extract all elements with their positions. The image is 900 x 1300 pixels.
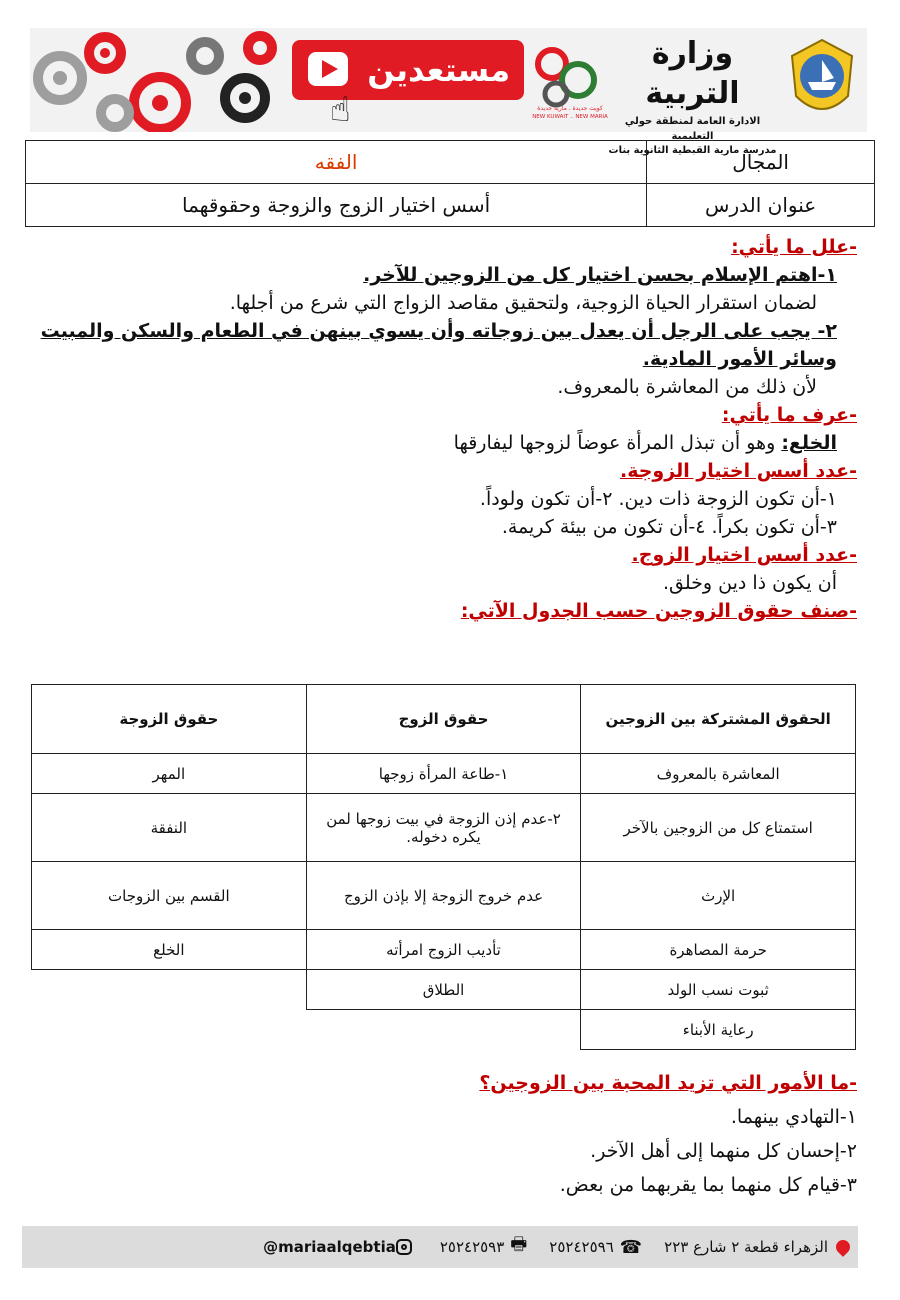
header-banner	[30, 28, 867, 156]
table-cell: عدم خروج الزوجة إلا بإذن الزوج	[306, 862, 581, 930]
location-pin-icon	[833, 1237, 853, 1257]
footer-phone[interactable]	[549, 1237, 642, 1258]
phone-text: ٢٥٢٤٢٥٩٦	[549, 1238, 614, 1256]
lesson-label: عنوان الدرس	[647, 184, 875, 227]
fax-text: ٢٥٢٤٢٥٩٣	[439, 1238, 505, 1256]
table-cell: استمتاع كل من الزوجين بالآخر	[581, 794, 856, 862]
table-cell: ١-طاعة المرأة زوجها	[306, 754, 581, 794]
gears-decoration-icon	[30, 28, 290, 132]
love-question-heading: -ما الأمور التي تزيد المحبة بين الزوجين؟	[479, 1072, 857, 1094]
table-row	[32, 794, 856, 862]
define-heading: -عرف ما يأتي:	[721, 404, 857, 426]
list-item: ١-التهادي بينهما.	[730, 1106, 857, 1128]
svg-text:NEW KUWAIT .. NEW MARIA: NEW KUWAIT .. NEW MARIA	[532, 114, 608, 120]
reasons-heading: -علل ما يأتي:	[731, 236, 857, 258]
wife-criteria-line-2: ٣-أن تكون بكراً. ٤-أن تكون من بيئة كريمة.	[501, 516, 837, 538]
instagram-handle: @mariaalqebtia	[263, 1238, 396, 1256]
district-name: الادارة العامة لمنطقة حولي التعليمية	[624, 116, 761, 142]
table-row	[32, 930, 856, 970]
reason-answer-2: لأن ذلك من المعاشرة بالمعروف.	[557, 376, 817, 398]
table-cell: الخلع	[32, 930, 307, 970]
phone-icon: ☎	[619, 1236, 643, 1258]
love-question-block	[30, 1066, 857, 1202]
table-row	[32, 1010, 856, 1050]
reason-question-1: ١-اهتم الإسلام بحسن اختيار كل من الزوجين للآخر.	[363, 264, 837, 286]
table-cell: القسم بين الزوجات	[32, 862, 307, 930]
table-row	[32, 970, 856, 1010]
wife-criteria-heading: -عدد أسس اختيار الزوجة.	[620, 460, 857, 482]
list-item: ٣-قيام كل منهما بما يقربهما من بعض.	[559, 1174, 857, 1196]
definition-text: وهو أن تبذل المرأة عوضاً لزوجها ليفارقها	[453, 432, 776, 454]
address-text: الزهراء قطعة ٢ شارع ٢٢٣	[664, 1238, 828, 1256]
ministry-title: وزارة التربية	[645, 36, 740, 111]
table-cell: رعاية الأبناء	[581, 1010, 856, 1050]
lesson-value: أسس اختيار الزوج والزوجة وحقوقهما	[26, 184, 647, 227]
table-cell-empty	[306, 1010, 581, 1050]
definition-term: الخلع:	[781, 432, 837, 454]
table-cell-empty	[32, 970, 307, 1010]
brand-label: مستعدين	[367, 51, 510, 89]
footer-instagram[interactable]	[263, 1238, 418, 1256]
column-header-shared: الحقوق المشتركة بين الزوجين	[581, 685, 856, 754]
lesson-content	[30, 233, 857, 625]
table-row	[32, 754, 856, 794]
instagram-icon	[396, 1239, 412, 1255]
table-cell: المهر	[32, 754, 307, 794]
school-name: مدرسة مارية القبطية الثانوية بنات	[608, 145, 777, 156]
column-header-husband: حقوق الزوج	[306, 685, 581, 754]
table-cell: المعاشرة بالمعروف	[581, 754, 856, 794]
table-cell: الطلاق	[306, 970, 581, 1010]
hand-cursor-icon: ☝	[330, 90, 351, 130]
kuwait-emblem-icon	[782, 36, 862, 124]
footer-address	[664, 1238, 850, 1256]
table-header-row	[32, 685, 856, 754]
list-item: ٢-إحسان كل منهما إلى أهل الآخر.	[590, 1140, 857, 1162]
footer-fax[interactable]	[440, 1232, 527, 1262]
table-cell: حرمة المصاهرة	[581, 930, 856, 970]
table-cell: الإرث	[581, 862, 856, 930]
field-value: الفقه	[26, 141, 647, 184]
table-cell: ثبوت نسب الولد	[581, 970, 856, 1010]
classify-heading: -صنف حقوق الزوجين حسب الجدول الآتي:	[460, 600, 857, 622]
field-label: المجال	[647, 141, 875, 184]
wife-criteria-line-1: ١-أن تكون الزوجة ذات دين. ٢-أن تكون ولوداً.	[479, 488, 837, 510]
rights-table	[31, 684, 856, 1050]
play-icon	[308, 52, 348, 86]
table-cell: تأديب الزوج امرأته	[306, 930, 581, 970]
svg-text:كويت جديدة . مارية جديدة: كويت جديدة . مارية جديدة	[537, 105, 603, 112]
husband-criteria-line-1: أن يكون ذا دين وخلق.	[663, 572, 837, 594]
table-cell-empty	[32, 1010, 307, 1050]
column-header-wife: حقوق الزوجة	[32, 685, 307, 754]
table-cell: النفقة	[32, 794, 307, 862]
definition-line	[30, 429, 857, 457]
table-row	[32, 862, 856, 930]
husband-criteria-heading: -عدد أسس اختيار الزوج.	[631, 544, 857, 566]
fax-icon: 🖶	[510, 1234, 528, 1255]
reason-question-2: ٢- يجب على الرجل أن يعدل بين زوجاته وأن يسوي بينهن في الطعام والسكن والمبيت وسائر الأمور المادية.	[40, 320, 837, 370]
school-logo-icon	[530, 42, 610, 120]
table-cell: ٢-عدم إذن الزوجة في بيت زوجها لمن يكره دخوله.	[306, 794, 581, 862]
footer-bar	[22, 1226, 858, 1268]
reason-answer-1: لضمان استقرار الحياة الزوجية، ولتحقيق مقاصد الزواج التي شرع من أجلها.	[229, 292, 817, 314]
mustaedeen-youtube-button[interactable]	[292, 40, 524, 100]
lesson-info-table	[25, 140, 875, 227]
